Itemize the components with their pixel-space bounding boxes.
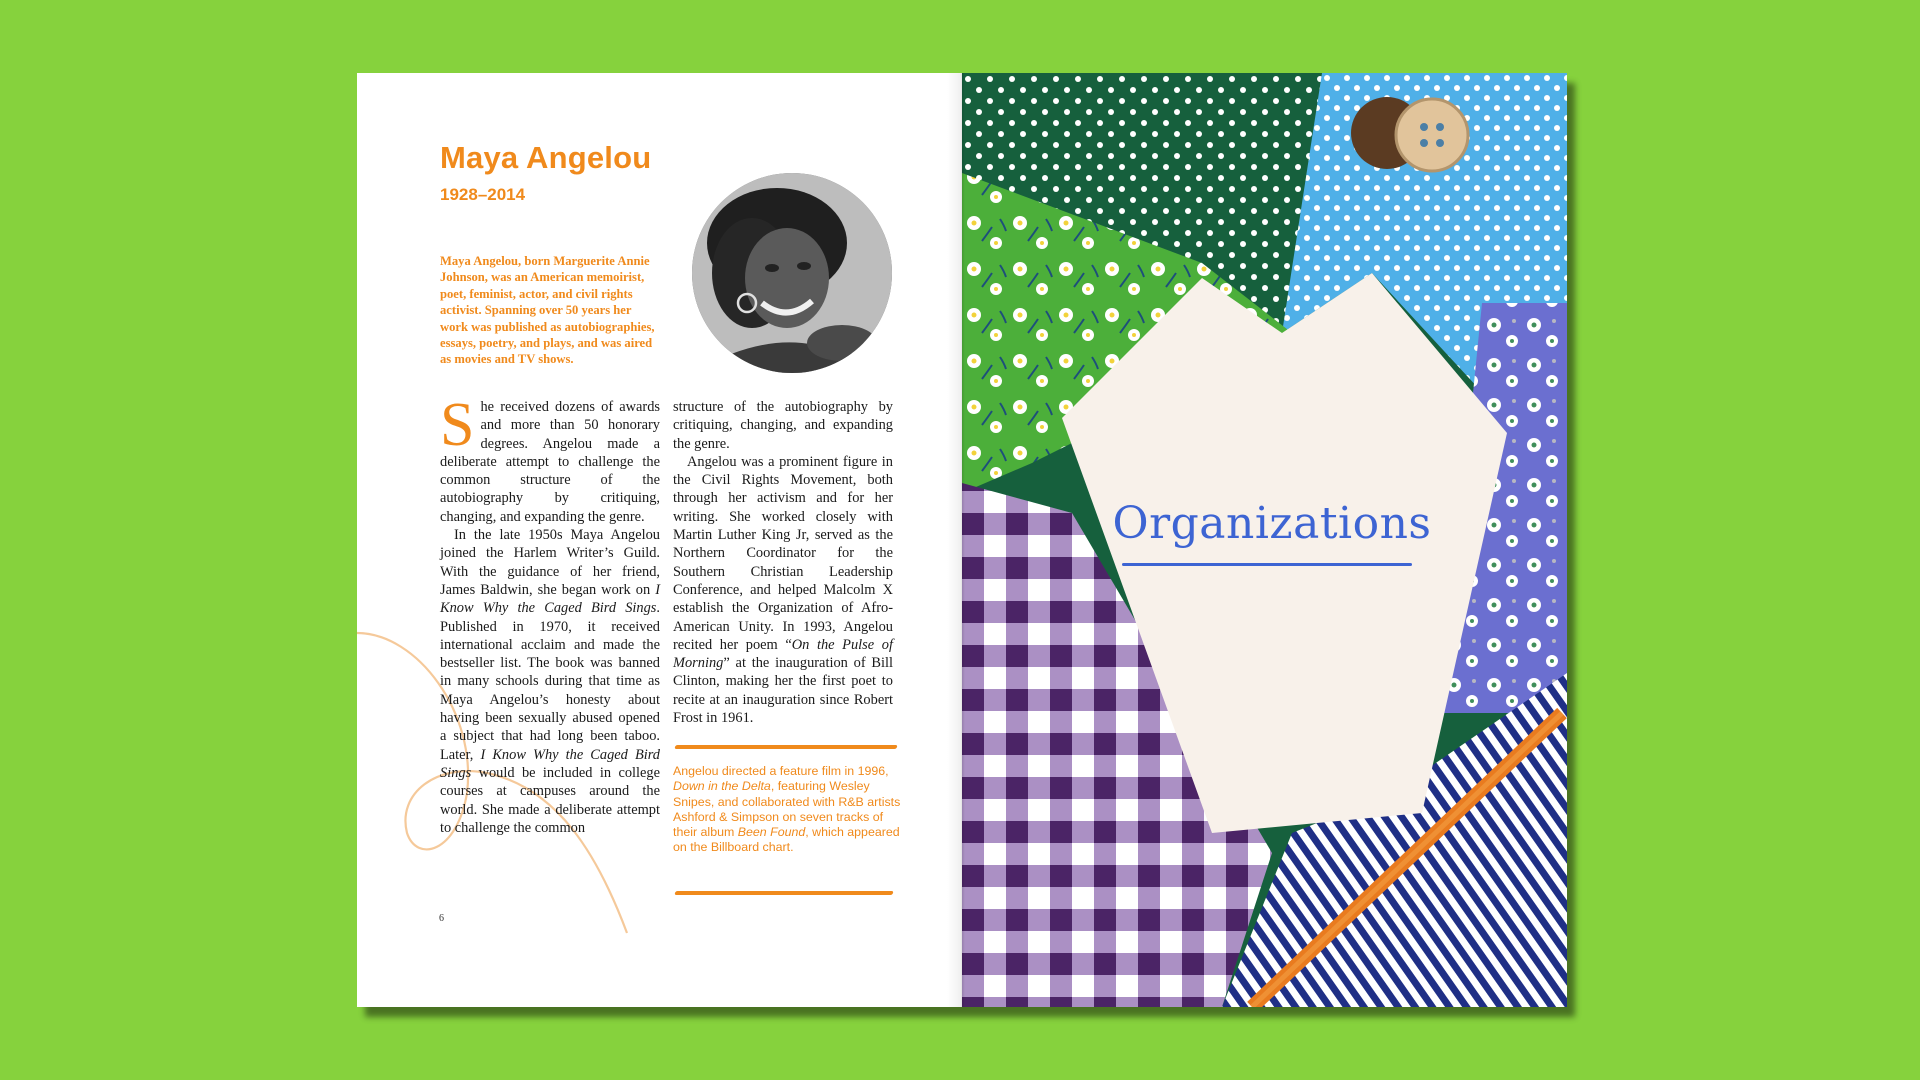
paragraph bbox=[440, 391, 660, 526]
book-title: I Know Why the Caged Bird Sings bbox=[440, 581, 660, 617]
text-run: Angelou was a prominent figure in the Civil Rights Movement, both through her activism and for her writing. She worked closely with Martin Luther King Jr, served as the Northern Coordinator for the Southern Christian Leadership Conference, and helped Malcolm X establish the Organization of Afro-American Unity. In 1993, Angelou recited her poem “ bbox=[673, 453, 893, 653]
film-title: Down in the Delta bbox=[673, 779, 771, 794]
text-run: he received dozens of awards and more than 50 honorary degrees. Angelou made a deliberate attempt to challenge the common structure of the autobiography by critiquing, changing, and expanding the genre. bbox=[440, 399, 660, 525]
paragraph bbox=[673, 453, 893, 727]
album-title: Been Found bbox=[737, 825, 806, 840]
right-page bbox=[962, 73, 1567, 1007]
text-run: Angelou directed a feature film in 1996, bbox=[673, 764, 889, 778]
button-illustration bbox=[1351, 97, 1468, 171]
drop-cap: S bbox=[440, 391, 475, 459]
person-name: Maya Angelou bbox=[440, 140, 652, 175]
paragraph: structure of the autobiography by critiquing, changing, and expanding the genre. bbox=[673, 399, 893, 452]
body-column-2 bbox=[673, 398, 893, 727]
section-title: Organizations bbox=[1112, 498, 1432, 549]
poem-title: On the Pulse of Morning bbox=[673, 636, 893, 672]
brush-divider-top bbox=[674, 745, 897, 749]
book-spread bbox=[357, 73, 1567, 1007]
text-run: , which appeared on the Billboard chart. bbox=[673, 825, 900, 855]
text-run: would be included in college courses at campuses around the world. She made a deliberate attempt to challenge the common bbox=[440, 764, 660, 836]
sidebar-note bbox=[673, 764, 901, 856]
text-run: , featuring Wesley Snipes, and collaborated with R&B artists Ashford & Simpson on seven tracks of their album bbox=[673, 779, 901, 840]
intro-paragraph: Maya Angelou, born Marguerite Annie Johnson, was an American memoirist, poet, feminist, actor, and civil rights activist. Spanning over 50 years her work was published as autobiographies, essays, poetry, and plays, and was aired as movies and TV shows. bbox=[440, 254, 655, 367]
text-run: In the late 1950s Maya Angelou joined the Harlem Writer’s Guild. With the guidance of her friend, James Baldwin, she began work on bbox=[440, 527, 660, 598]
text-run: . Published in 1970, it received international acclaim and made the bestseller list. The book was banned in many schools during that time as Maya Angelou’s honesty about having been sexually abused opened a subject that had long been taboo. Later, bbox=[440, 600, 660, 763]
portrait-photo bbox=[692, 173, 892, 373]
text-run: ” at the inauguration of Bill Clinton, making her the first poet to recite at an inauguration since Robert Frost in 1961. bbox=[673, 655, 893, 727]
book-title: I Know Why the Caged Bird Sings bbox=[440, 746, 661, 781]
life-years: 1928–2014 bbox=[440, 185, 526, 204]
title-underline bbox=[1122, 563, 1412, 566]
left-page bbox=[357, 73, 962, 1007]
brush-divider-bottom bbox=[674, 891, 893, 895]
paragraph bbox=[440, 526, 660, 837]
portrait-illustration bbox=[692, 173, 892, 373]
body-column-1 bbox=[440, 391, 661, 837]
page-number: 6 bbox=[439, 913, 444, 924]
